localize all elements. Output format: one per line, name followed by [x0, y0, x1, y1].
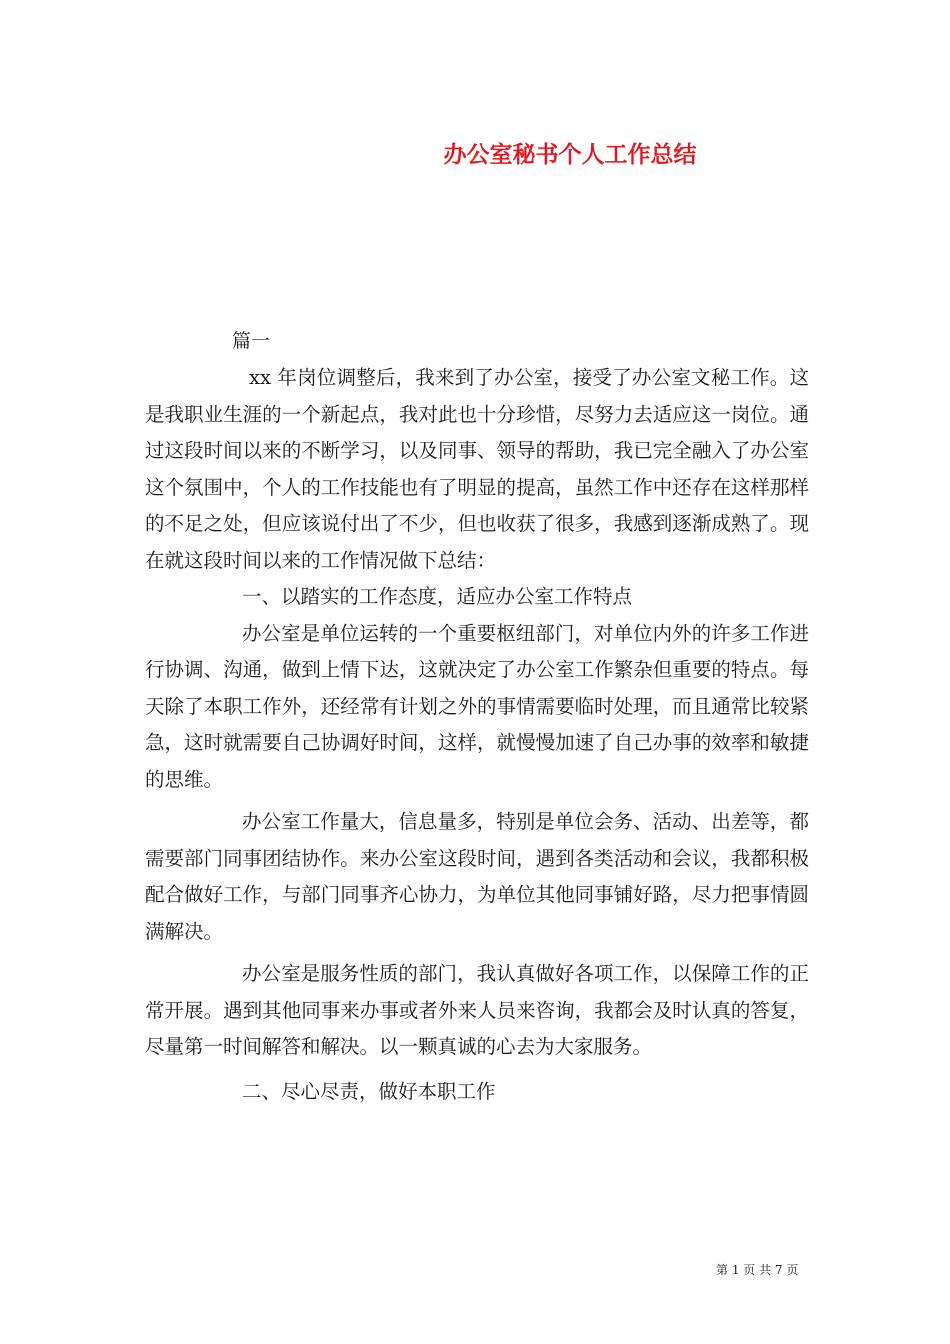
paragraph-intro: xx 年岗位调整后，我来到了办公室，接受了办公室文秘工作。这是我职业生涯的一个新起点，我对此也十分珍惜，尽努力去适应这一岗位。通过这段时间以来的不断学习，以及同事、领导的帮助，我已完全融入了办公室这个氛围中，个人的工作技能也有了明显的提高，虽然工作中还存在这样那样的不足之处，但应该说付出了不少，但也收获了很多，我感到逐渐成熟了。现在就这段时间以来的工作情况做下总结： — [145, 366, 809, 572]
paragraph-service: 办公室是服务性质的部门，我认真做好各项工作，以保障工作的正常开展。遇到其他同事来办事或者外来人员来咨询，我都会及时认真的答复，尽量第一时间解答和解决。以一颗真诚的心去为大家服务。 — [145, 962, 809, 1058]
section-label: 篇一 — [232, 330, 271, 352]
document-body — [145, 360, 809, 1110]
section-heading-1: 一、以踏实的工作态度，适应办公室工作特点 — [242, 585, 633, 608]
section-heading-2: 二、尽心尽责，做好本职工作 — [242, 1079, 496, 1103]
paragraph-teamwork: 办公室工作量大，信息量多，特别是单位会务、活动、出差等，都需要部门同事团结协作。来办公室这段时间，遇到各类活动和会议，我都积极配合做好工作，与部门同事齐心协力，为单位其他同事铺好路，尽力把事情圆满解决。 — [145, 810, 809, 943]
document-title: 办公室秘书个人工作总结 — [443, 141, 697, 168]
page-number: 第 1 页 共 7 页 — [716, 1263, 799, 1277]
paragraph-office-hub: 办公室是单位运转的一个重要枢纽部门，对单位内外的许多工作进行协调、沟通，做到上情下达，这就决定了办公室工作繁杂但重要的特点。每天除了本职工作外，还经常有计划之外的事情需要临时处理，而且通常比较紧急，这时就需要自己协调好时间，这样，就慢慢加速了自己办事的效率和敏捷的思维。 — [145, 621, 809, 791]
